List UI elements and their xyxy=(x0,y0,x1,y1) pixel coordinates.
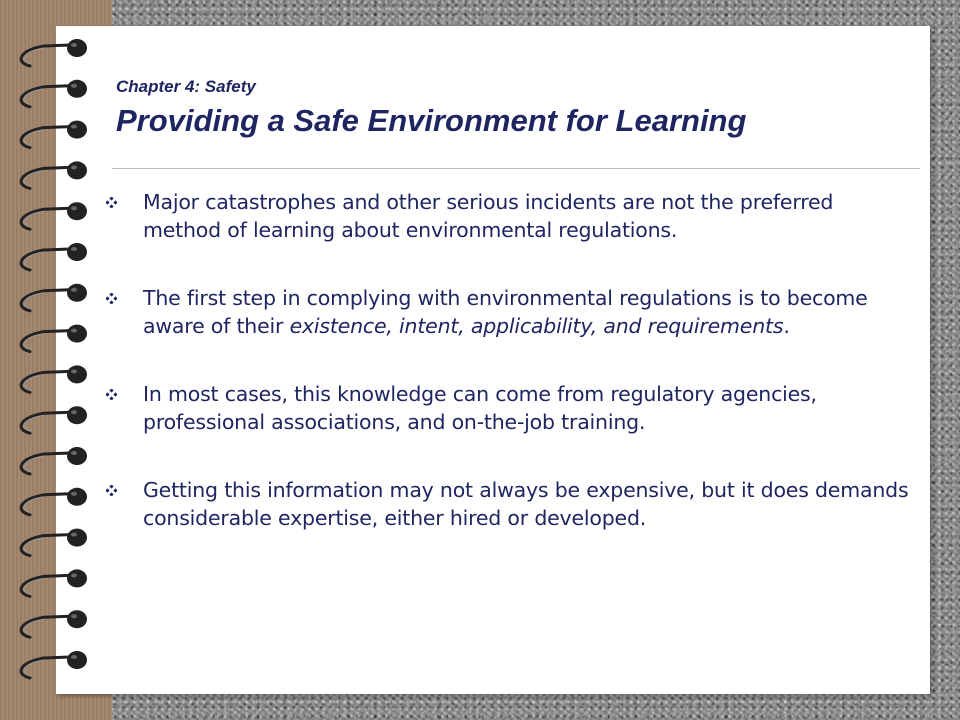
spiral-ring-icon xyxy=(21,488,87,515)
page-title: Providing a Safe Environment for Learning xyxy=(116,103,747,138)
title-block xyxy=(116,76,916,140)
chapter-subtitle: Chapter 4: Safety xyxy=(116,77,256,96)
diamond-bullet-icon xyxy=(106,197,117,208)
title-divider xyxy=(112,168,920,169)
spiral-ring-icon xyxy=(21,284,87,311)
bullet-text: Major catastrophes and other serious incidents are not the preferred method of learning about environmental regulations. xyxy=(143,190,834,242)
spiral-ring-icon xyxy=(21,161,87,188)
list-item xyxy=(106,188,916,244)
diamond-bullet-icon xyxy=(106,485,117,496)
spiral-ring-icon xyxy=(21,447,87,474)
spiral-ring-icon xyxy=(21,325,87,352)
bullet-text xyxy=(143,286,868,338)
bullet-text-suffix: . xyxy=(783,314,790,338)
list-item xyxy=(106,380,916,436)
spiral-ring-icon xyxy=(21,39,87,66)
spiral-ring-icon xyxy=(21,610,87,637)
spiral-binding xyxy=(0,0,110,720)
bullet-text: In most cases, this knowledge can come from regulatory agencies, professional associations, and on-the-job training. xyxy=(143,382,817,434)
diamond-bullet-icon xyxy=(106,389,117,400)
diamond-bullet-icon xyxy=(106,293,117,304)
spiral-ring-icon xyxy=(21,365,87,392)
bullet-list xyxy=(106,188,916,572)
list-item xyxy=(106,476,916,532)
spiral-ring-icon xyxy=(21,406,87,433)
spiral-ring-icon xyxy=(21,243,87,270)
bullet-text-prefix: The first step in complying with environmental regulations is to become aware of their xyxy=(143,286,868,338)
spiral-ring-icon xyxy=(21,569,87,596)
spiral-ring-icon xyxy=(21,529,87,556)
bullet-text: Getting this information may not always be expensive, but it does demands considerable expertise, either hired or developed. xyxy=(143,478,909,530)
spiral-ring-icon xyxy=(21,651,87,678)
bullet-text-emphasis: existence, intent, applicability, and requirements xyxy=(289,314,784,338)
spiral-ring-icon xyxy=(21,80,87,107)
spiral-ring-icon xyxy=(21,121,87,148)
spiral-ring-icon xyxy=(21,202,87,229)
list-item xyxy=(106,284,916,340)
